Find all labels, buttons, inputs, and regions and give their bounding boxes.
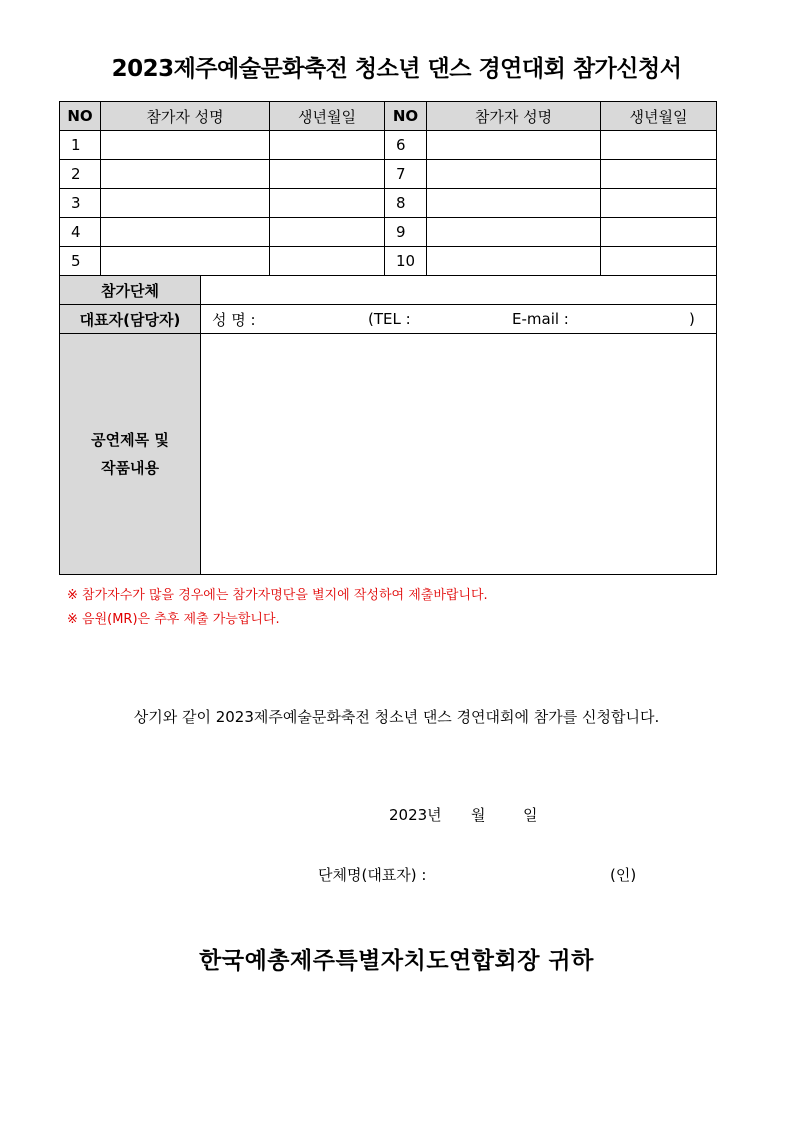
participant-name-field[interactable]	[427, 247, 601, 276]
rep-close-paren: )	[689, 310, 695, 328]
notes	[67, 584, 488, 632]
participant-birth-field[interactable]	[270, 218, 385, 247]
seal-mark: (인)	[610, 866, 637, 884]
table-header-row	[60, 102, 717, 131]
participant-number: 10	[385, 247, 427, 276]
name-header: 참가자 성명	[427, 102, 601, 131]
description-field[interactable]	[201, 334, 717, 575]
declaration-text: 상기와 같이 2023제주예술문화축전 청소년 댄스 경연대회에 참가를 신청합니다.	[133, 708, 660, 726]
participant-birth-field[interactable]	[270, 131, 385, 160]
table-row	[60, 218, 717, 247]
participant-name-field[interactable]	[101, 189, 270, 218]
participant-name-field[interactable]	[101, 247, 270, 276]
no-header: NO	[385, 102, 427, 131]
participant-number: 8	[385, 189, 427, 218]
participant-name-field[interactable]	[427, 189, 601, 218]
participant-name-field[interactable]	[101, 218, 270, 247]
table-row	[60, 189, 717, 218]
date-year: 2023년	[389, 806, 442, 824]
participant-birth-field[interactable]	[601, 247, 717, 276]
birth-header: 생년월일	[270, 102, 385, 131]
participant-birth-field[interactable]	[601, 160, 717, 189]
participant-birth-field[interactable]	[270, 160, 385, 189]
participant-birth-field[interactable]	[601, 189, 717, 218]
participant-name-field[interactable]	[427, 218, 601, 247]
date-line	[389, 804, 538, 825]
description-row	[60, 334, 717, 575]
no-header: NO	[60, 102, 101, 131]
description-label-line1: 공연제목 및	[91, 431, 169, 449]
addressee: 한국예총제주특별자치도연합회장 귀하	[199, 948, 594, 974]
participant-name-field[interactable]	[101, 160, 270, 189]
participant-number: 1	[60, 131, 101, 160]
participant-number: 7	[385, 160, 427, 189]
participant-name-field[interactable]	[101, 131, 270, 160]
description-label-line2: 작품내용	[101, 459, 159, 477]
representative-row	[60, 305, 717, 334]
participant-birth-field[interactable]	[270, 189, 385, 218]
table-row	[60, 247, 717, 276]
table-row	[60, 131, 717, 160]
date-day: 일	[523, 806, 538, 824]
participant-name-field[interactable]	[427, 160, 601, 189]
participant-number: 2	[60, 160, 101, 189]
participant-name-field[interactable]	[427, 131, 601, 160]
participant-birth-field[interactable]	[601, 131, 717, 160]
team-field[interactable]	[201, 276, 717, 305]
participant-number: 5	[60, 247, 101, 276]
note-line: ※ 음원(MR)은 추후 제출 가능합니다.	[67, 612, 280, 627]
signature-line	[318, 864, 636, 885]
representative-label: 대표자(담당자)	[60, 305, 201, 334]
team-row	[60, 276, 717, 305]
signature-label: 단체명(대표자) :	[318, 866, 427, 884]
birth-header: 생년월일	[601, 102, 717, 131]
rep-tel-label: (TEL :	[368, 310, 411, 328]
participant-birth-field[interactable]	[270, 247, 385, 276]
team-label: 참가단체	[60, 276, 201, 305]
participant-number: 6	[385, 131, 427, 160]
participant-number: 9	[385, 218, 427, 247]
participant-birth-field[interactable]	[601, 218, 717, 247]
participant-number: 3	[60, 189, 101, 218]
participant-number: 4	[60, 218, 101, 247]
representative-field[interactable]	[201, 305, 717, 334]
table-row	[60, 160, 717, 189]
description-label	[60, 334, 201, 575]
name-header: 참가자 성명	[101, 102, 270, 131]
note-line: ※ 참가자수가 많을 경우에는 참가자명단을 별지에 작성하여 제출바랍니다.	[67, 588, 488, 603]
rep-name-label: 성 명 :	[212, 310, 256, 329]
application-table	[59, 101, 717, 575]
date-month: 월	[471, 806, 486, 824]
rep-email-label: E-mail :	[512, 310, 569, 328]
form-title: 2023제주예술문화축전 청소년 댄스 경연대회 참가신청서	[111, 56, 682, 82]
